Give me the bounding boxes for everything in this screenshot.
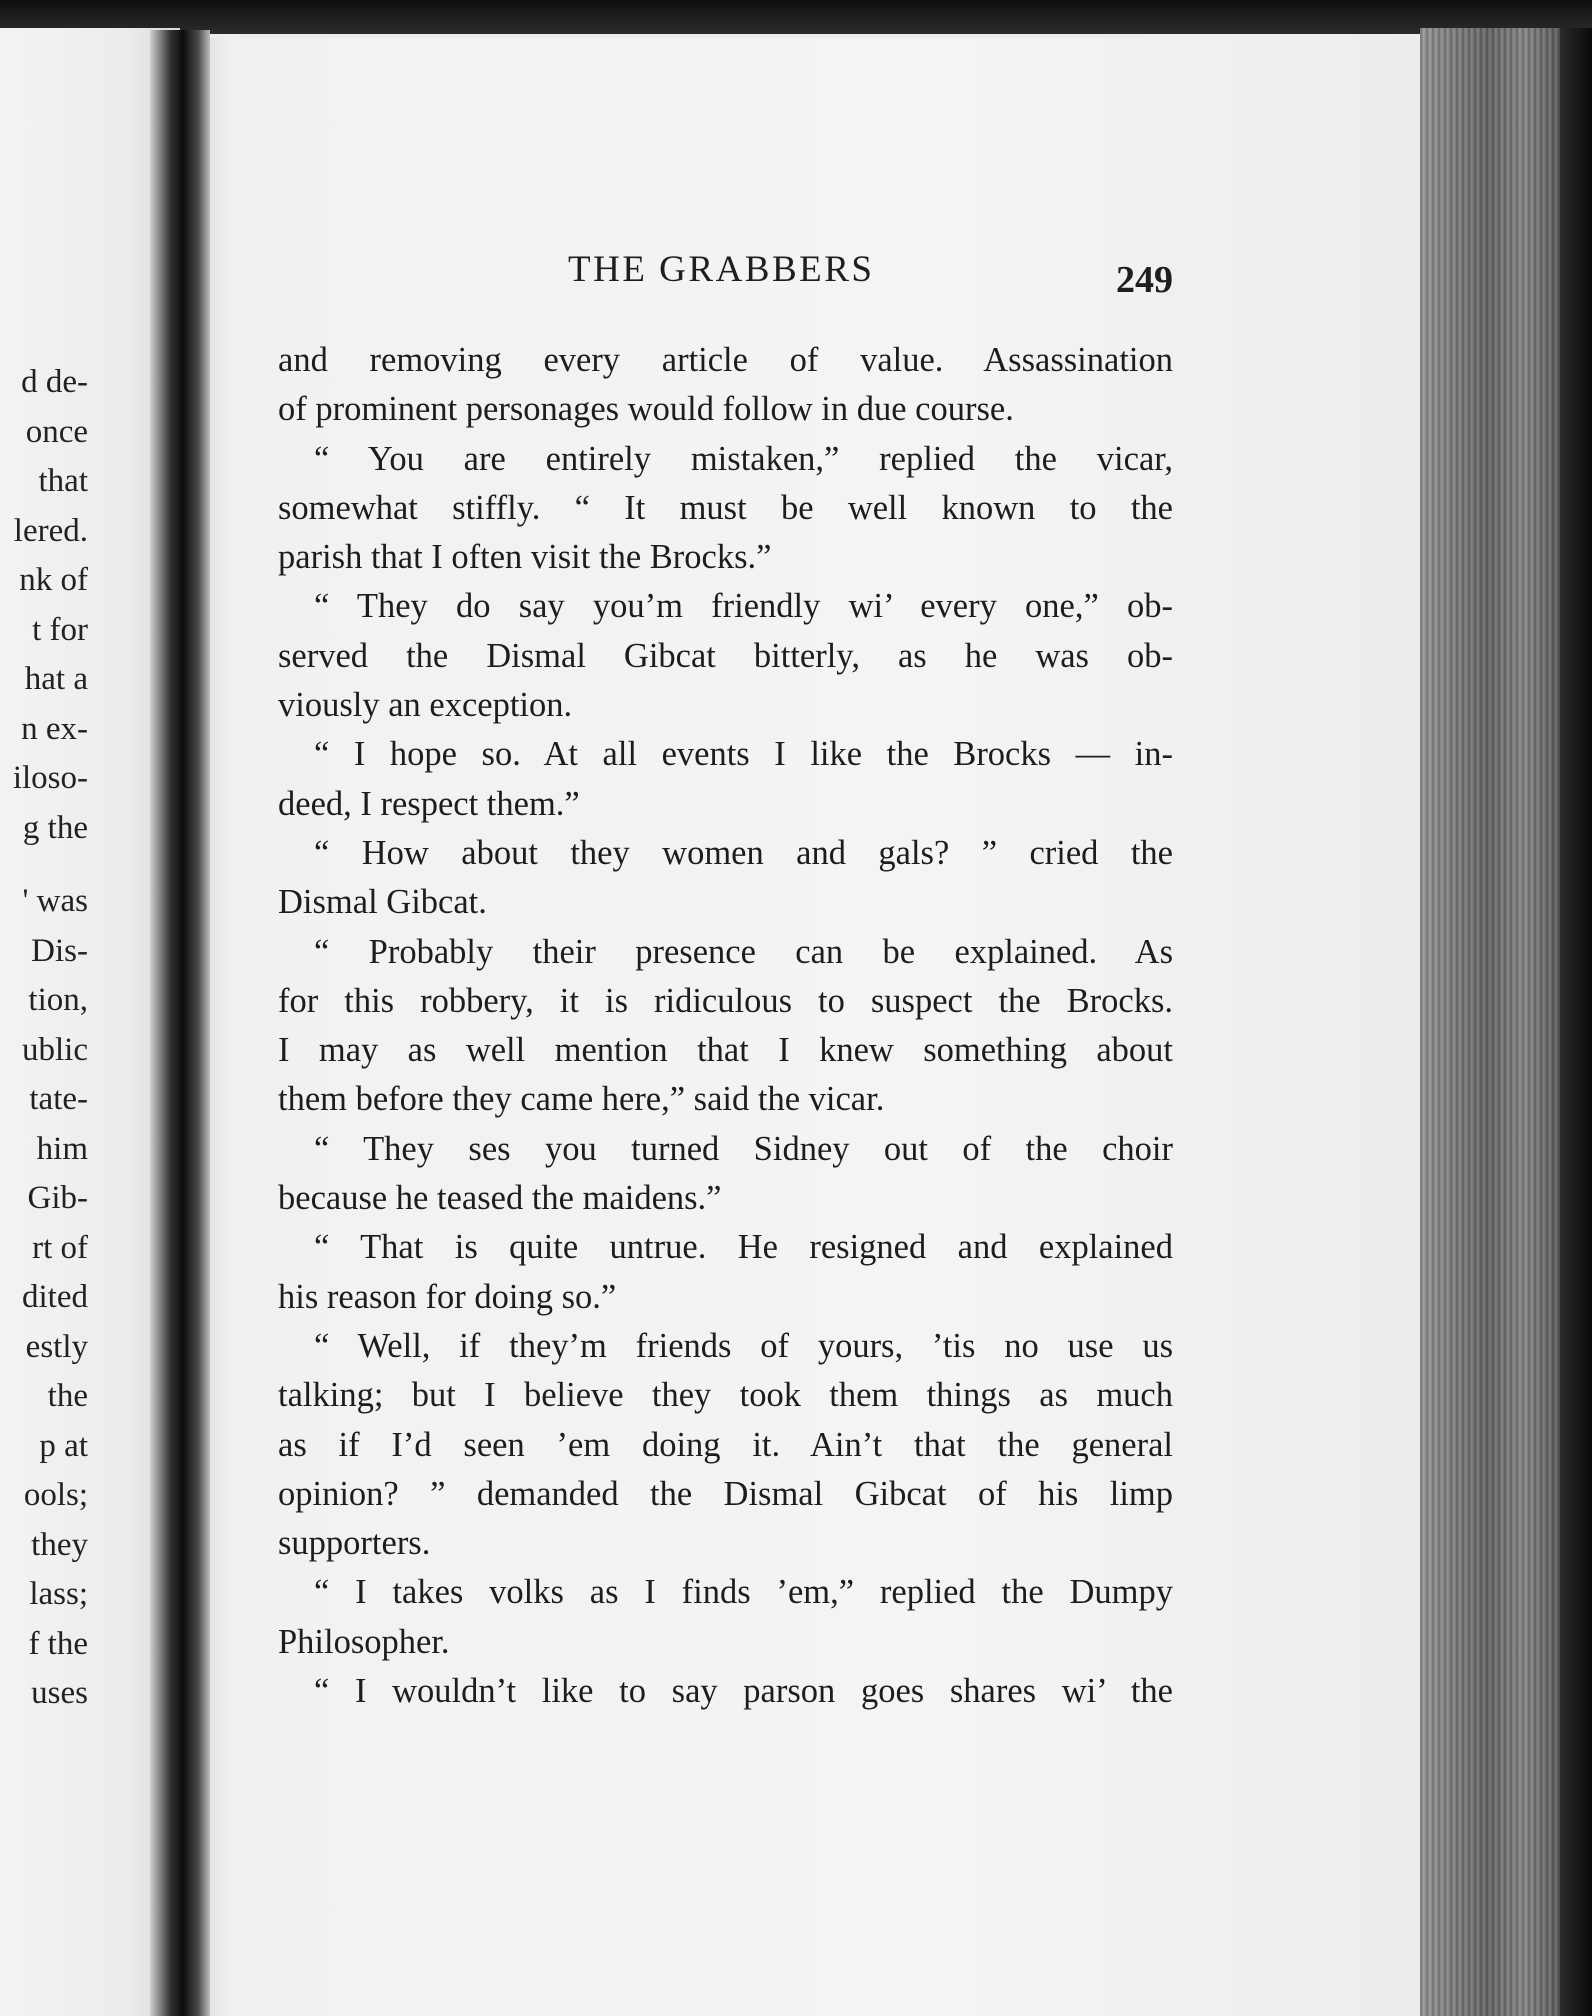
running-head: THE GRABBERS <box>568 249 875 290</box>
text-line: viously an exception. <box>278 686 573 725</box>
text-line: his reason for doing so.” <box>278 1277 617 1316</box>
text-line: “ You are entirely mistaken,” replied the vicar, <box>314 439 1173 478</box>
left-page-line-fragment: p at <box>39 1427 88 1464</box>
left-page-line-fragment: ublic <box>22 1031 88 1068</box>
left-page-line-fragment: Gib- <box>27 1180 88 1216</box>
text-line: talking; but I believe they took them things as much <box>278 1376 1173 1415</box>
book-fore-edge-shadow <box>1560 28 1592 2016</box>
page-body-text <box>278 336 1173 1716</box>
text-line: “ I takes volks as I finds ’em,” replied the Dumpy <box>314 1573 1173 1612</box>
left-page-line-fragment: estly <box>25 1328 88 1365</box>
text-line: opinion? ” demanded the Dismal Gibcat of his limp <box>278 1474 1173 1513</box>
left-page-line-fragment: him <box>36 1130 88 1167</box>
left-page-text <box>0 358 88 1719</box>
left-page-line-fragment: d de- <box>21 364 88 400</box>
text-line: as if I’d seen ’em doing it. Ain’t that the general <box>278 1425 1173 1464</box>
left-page-line-fragment: g the <box>22 809 88 846</box>
text-line: “ Well, if they’m friends of yours, ’tis no use us <box>314 1326 1173 1365</box>
left-page-line-fragment: rt of <box>32 1229 88 1266</box>
page-number: 249 <box>1116 259 1173 301</box>
text-line: because he teased the maidens.” <box>278 1179 722 1218</box>
left-page-line-fragment: iloso- <box>12 760 88 796</box>
book-gutter <box>150 30 210 2016</box>
text-line: “ I hope so. At all events I like the Brocks — in- <box>314 735 1173 774</box>
left-page-line-fragment: tion, <box>28 982 88 1018</box>
text-line: parish that I often visit the Brocks.” <box>278 538 772 577</box>
text-line: deed, I respect them.” <box>278 784 580 823</box>
scan-top-border <box>0 0 1592 34</box>
text-line: of prominent personages would follow in due course. <box>278 390 1014 429</box>
text-line: “ That is quite untrue. He resigned and explained <box>314 1228 1173 1267</box>
text-line: served the Dismal Gibcat bitterly, as he was ob- <box>278 636 1173 675</box>
text-line: supporters. <box>278 1524 431 1563</box>
left-page-line-fragment: they <box>31 1526 88 1563</box>
text-line: and removing every article of value. Assassination <box>278 341 1173 379</box>
left-page-line-fragment: that <box>38 463 88 499</box>
left-page-line-fragment: nk of <box>19 562 88 598</box>
left-page-line-fragment: once <box>25 413 88 450</box>
text-line: Dismal Gibcat. <box>278 883 487 922</box>
left-page-line-fragment: hat a <box>24 661 88 697</box>
text-line: Philosopher. <box>278 1622 450 1661</box>
text-line: “ I wouldn’t like to say parson goes shares wi’ the <box>314 1672 1173 1711</box>
text-line: “ They do say you’m friendly wi’ every one,” ob- <box>314 587 1173 626</box>
left-page-line-fragment: Dis- <box>31 932 88 969</box>
text-line: “ They ses you turned Sidney out of the choir <box>314 1129 1173 1168</box>
left-page-line-fragment: n ex- <box>21 710 88 747</box>
left-page-line-fragment: lass; <box>29 1576 88 1612</box>
text-line: for this robbery, it is ridiculous to suspect the Brocks. <box>278 981 1173 1020</box>
text-line: them before they came here,” said the vicar. <box>278 1080 885 1119</box>
left-page-line-fragment: tate- <box>29 1081 88 1117</box>
paragraph-gap <box>0 853 88 877</box>
text-line: “ Probably their presence can be explained. As <box>314 932 1173 971</box>
left-page-line-fragment: dited <box>22 1279 88 1315</box>
left-page-line-fragment: ' was <box>22 883 88 919</box>
left-page-line-fragment: ools; <box>23 1477 88 1513</box>
left-page-line-fragment: uses <box>31 1675 88 1711</box>
left-page-line-fragment: the <box>47 1378 88 1414</box>
text-line: somewhat stiffly. “ It must be well known to the <box>278 488 1173 527</box>
left-page-line-fragment: f the <box>28 1625 88 1662</box>
text-line: “ How about they women and gals? ” cried the <box>314 833 1173 872</box>
left-page-line-fragment: lered. <box>13 512 88 549</box>
text-line: I may as well mention that I knew something about <box>278 1031 1173 1070</box>
left-page-line-fragment: t for <box>32 611 88 648</box>
